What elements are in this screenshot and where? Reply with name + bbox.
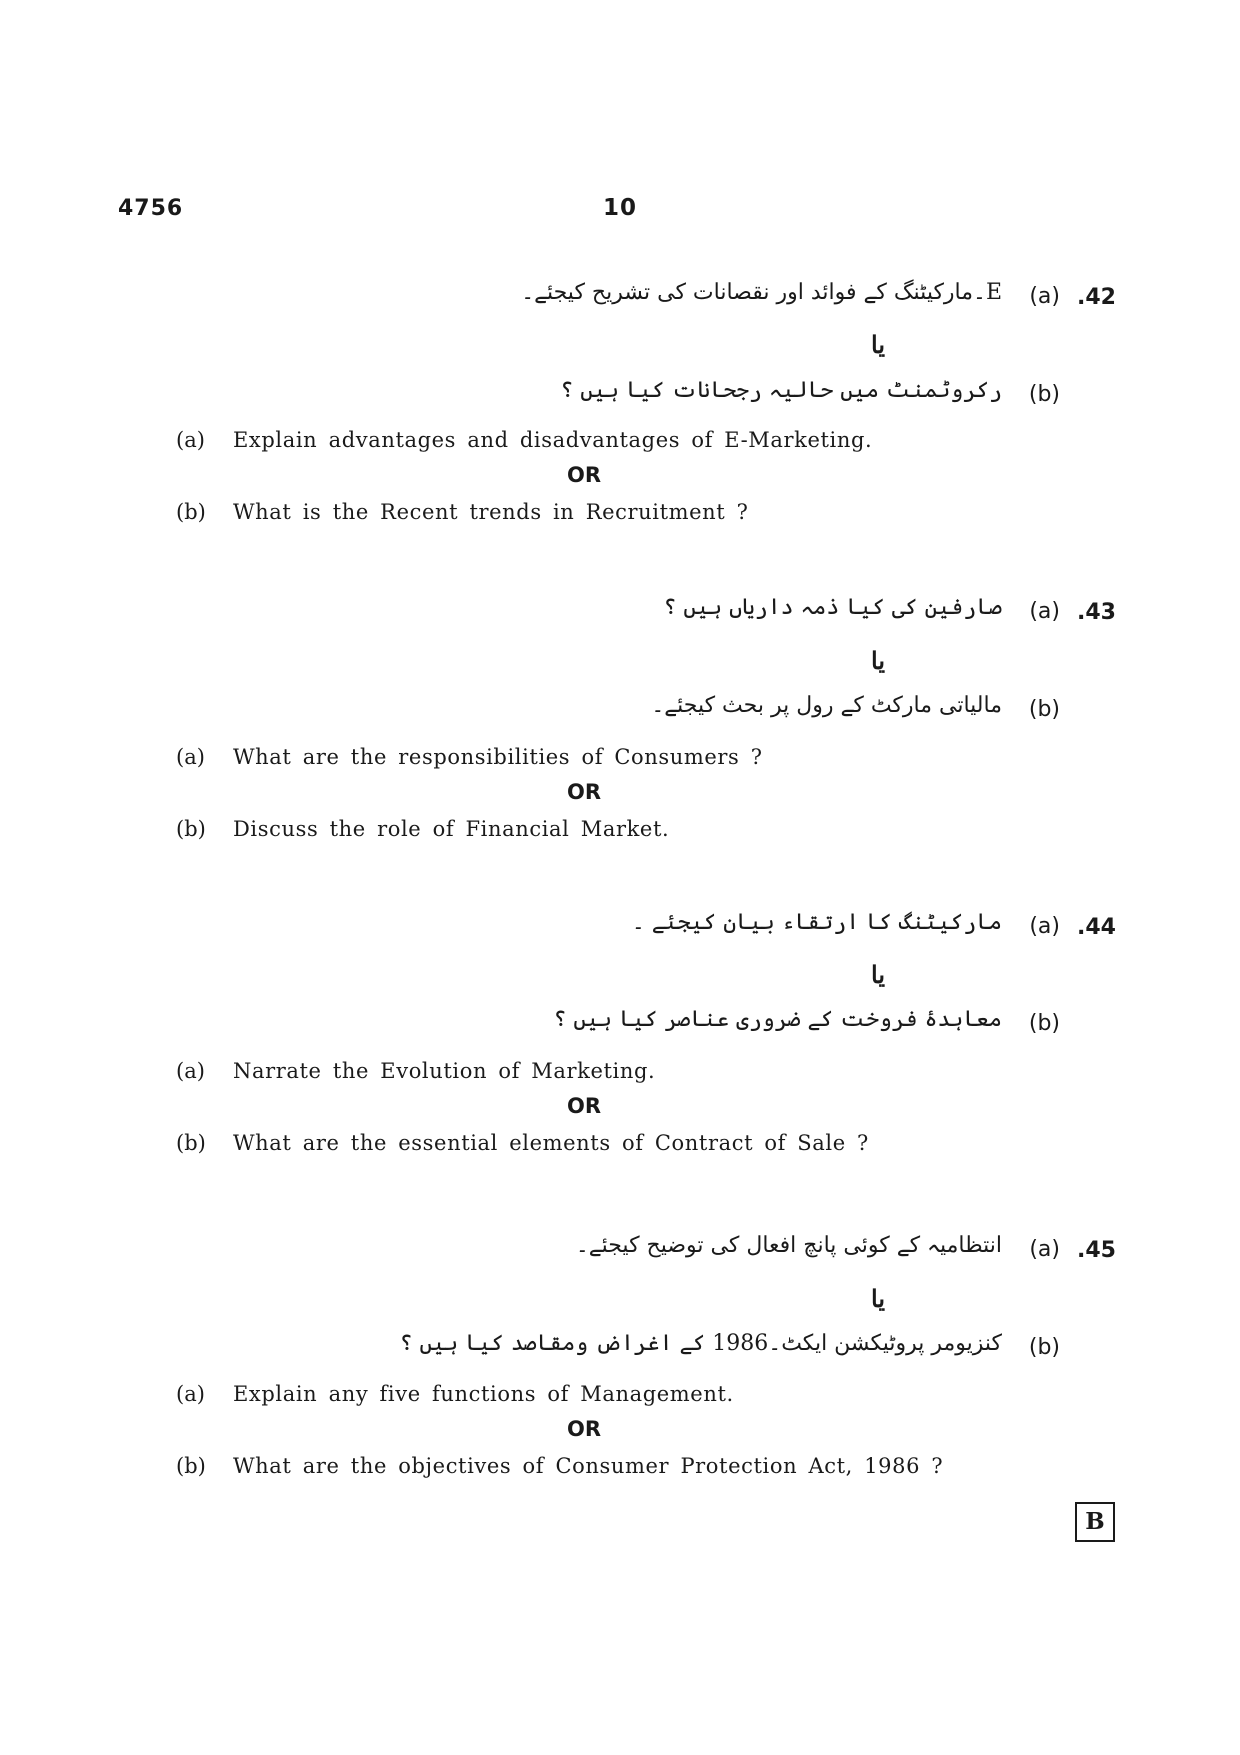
urdu-question-b: کنزیومر پروٹیکشن ایکٹ۔1986 کے اغراض ومقاصد کیا ہیں ؟: [399, 1331, 1002, 1356]
english-question-b: What is the Recent trends in Recruitment ?: [233, 500, 749, 524]
english-sub-label-a: (a): [176, 745, 205, 769]
english-sub-label-b: (b): [176, 1131, 206, 1155]
urdu-sub-label-b: (b): [1028, 382, 1060, 407]
urdu-sub-label-a: (a): [1029, 1237, 1060, 1262]
urdu-sub-label-a: (a): [1029, 284, 1060, 309]
english-sub-label-a: (a): [176, 1059, 205, 1083]
english-sub-label-a: (a): [176, 1382, 205, 1406]
english-sub-label-b: (b): [176, 500, 206, 524]
question-number: .44: [1077, 915, 1116, 940]
urdu-or-word: یا: [871, 646, 885, 675]
urdu-question-b: مالیاتی مارکٹ کے رول پر بحث کیجئے۔: [651, 693, 1002, 718]
paper-code: 4756: [118, 196, 184, 221]
urdu-question-a: E۔مارکیٹنگ کے فوائد اور نقصانات کی تشریح کیجئے۔: [521, 280, 1002, 305]
question-number: .43: [1077, 600, 1116, 625]
english-sub-label-a: (a): [176, 428, 205, 452]
english-question-b: What are the essential elements of Contract of Sale ?: [233, 1131, 869, 1155]
english-sub-label-b: (b): [176, 817, 206, 841]
english-question-a: Explain advantages and disadvantages of E-Marketing.: [233, 428, 873, 452]
urdu-sub-label-a: (a): [1029, 914, 1060, 939]
english-or-label: OR: [567, 780, 602, 804]
english-or-label: OR: [567, 463, 602, 487]
urdu-sub-label-a: (a): [1029, 599, 1060, 624]
urdu-question-a: صارفین کی کیا ذمہ داریاں ہیں ؟: [663, 595, 1002, 620]
urdu-question-a: انتظامیہ کے کوئی پانچ افعال کی توضیح کیجئے۔: [575, 1233, 1002, 1258]
english-question-a: Explain any five functions of Management.: [233, 1382, 734, 1406]
series-letter-box: B: [1075, 1502, 1115, 1542]
urdu-question-a: مارکیٹنگ کا ارتقاء بیان کیجئے ۔: [631, 910, 1002, 935]
english-question-a: What are the responsibilities of Consumers ?: [233, 745, 763, 769]
urdu-or-word: یا: [871, 1284, 885, 1313]
page-number: 10: [603, 195, 638, 221]
urdu-or-word: یا: [871, 960, 885, 989]
english-question-b: Discuss the role of Financial Market.: [233, 817, 670, 841]
english-or-label: OR: [567, 1417, 602, 1441]
english-question-a: Narrate the Evolution of Marketing.: [233, 1059, 656, 1083]
urdu-question-b: رکروٹمنٹ میں حالیہ رجحانات کیا ہیں ؟: [560, 378, 1002, 403]
english-or-label: OR: [567, 1094, 602, 1118]
question-number: .45: [1077, 1238, 1116, 1263]
english-sub-label-b: (b): [176, 1454, 206, 1478]
urdu-sub-label-b: (b): [1028, 1011, 1060, 1036]
urdu-question-b: معاہدۂ فروخت کے ضروری عناصر کیا ہیں ؟: [553, 1007, 1002, 1032]
urdu-or-word: یا: [871, 330, 885, 359]
urdu-sub-label-b: (b): [1028, 1335, 1060, 1360]
question-number: .42: [1077, 285, 1116, 310]
urdu-sub-label-b: (b): [1028, 697, 1060, 722]
english-question-b: What are the objectives of Consumer Protection Act, 1986 ?: [233, 1454, 944, 1478]
